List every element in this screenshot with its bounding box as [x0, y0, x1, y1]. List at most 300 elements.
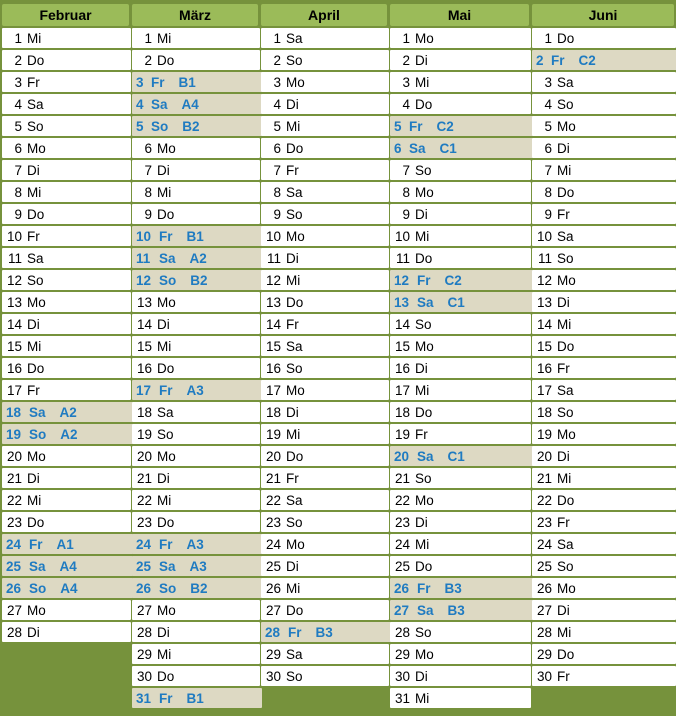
day-cell — [532, 358, 676, 378]
weekday-label: Fr — [551, 52, 565, 68]
weekday-label: Sa — [159, 558, 176, 574]
weekday-label: Fr — [286, 162, 299, 178]
weekday-label: Mi — [286, 426, 301, 442]
day-number: 23 — [6, 514, 22, 530]
day-cell — [132, 182, 260, 202]
weekday-label: Mi — [557, 162, 572, 178]
day-cell — [132, 446, 260, 466]
day-cell — [132, 490, 260, 510]
day-cell — [390, 314, 531, 334]
day-cell — [132, 358, 260, 378]
day-cell — [532, 72, 676, 92]
day-cell — [2, 600, 131, 620]
day-cell — [132, 138, 260, 158]
day-number: 21 — [6, 470, 22, 486]
holiday-code: C1 — [447, 294, 465, 310]
day-cell — [532, 226, 676, 246]
weekday-label: So — [29, 580, 47, 596]
weekday-label: Mo — [157, 448, 176, 464]
day-cell — [532, 204, 676, 224]
holiday-code: A2 — [60, 426, 78, 442]
day-number: 5 — [273, 118, 281, 134]
day-number: 16 — [265, 360, 281, 376]
day-cell — [390, 28, 531, 48]
day-cell — [261, 270, 389, 290]
day-number: 18 — [265, 404, 281, 420]
weekday-label: Mi — [27, 30, 42, 46]
day-cell — [532, 138, 676, 158]
holiday-day-cell — [2, 424, 133, 444]
day-number: 25 — [6, 558, 22, 574]
weekday-label: Mi — [27, 338, 42, 354]
weekday-label: Do — [27, 514, 45, 530]
day-cell — [390, 688, 531, 708]
day-cell — [261, 226, 389, 246]
day-cell — [390, 556, 531, 576]
day-cell — [132, 292, 260, 312]
weekday-label: Do — [557, 338, 575, 354]
weekday-label: Mi — [557, 624, 572, 640]
day-cell — [532, 292, 676, 312]
holiday-code: B1 — [186, 228, 204, 244]
day-number: 24 — [394, 536, 410, 552]
weekday-label: Sa — [151, 96, 168, 112]
day-cell — [532, 270, 676, 290]
weekday-label: Sa — [286, 646, 303, 662]
weekday-label: Do — [557, 30, 575, 46]
day-cell — [261, 138, 389, 158]
weekday-label: Do — [157, 360, 175, 376]
month-header: Februar — [2, 4, 129, 26]
weekday-label: Do — [415, 96, 433, 112]
day-number: 7 — [544, 162, 552, 178]
weekday-label: Mi — [286, 118, 301, 134]
weekday-label: Mo — [27, 602, 46, 618]
weekday-label: Sa — [286, 30, 303, 46]
day-number: 26 — [136, 580, 152, 596]
day-cell — [2, 380, 131, 400]
weekday-label: Mo — [286, 228, 305, 244]
day-cell — [132, 424, 260, 444]
day-cell — [390, 94, 531, 114]
day-number: 14 — [536, 316, 552, 332]
day-cell — [132, 600, 260, 620]
day-number: 13 — [6, 294, 22, 310]
day-number: 9 — [544, 206, 552, 222]
weekday-label: Di — [415, 668, 428, 684]
holiday-code: C2 — [436, 118, 454, 134]
day-cell — [132, 204, 260, 224]
weekday-label: Fr — [159, 536, 173, 552]
holiday-day-cell — [132, 380, 262, 400]
weekday-label: Do — [286, 602, 304, 618]
weekday-label: Mi — [27, 492, 42, 508]
weekday-label: Mo — [415, 184, 434, 200]
day-number: 12 — [6, 272, 22, 288]
day-cell — [132, 666, 260, 686]
day-number: 15 — [394, 338, 410, 354]
day-cell — [532, 490, 676, 510]
weekday-label: Do — [157, 668, 175, 684]
weekday-label: So — [27, 272, 44, 288]
day-number: 16 — [136, 360, 152, 376]
day-number: 3 — [544, 74, 552, 90]
day-number: 11 — [395, 250, 410, 266]
holiday-day-cell — [132, 578, 262, 598]
day-number: 11 — [136, 250, 151, 266]
day-number: 29 — [136, 646, 152, 662]
weekday-label: So — [286, 360, 303, 376]
holiday-day-cell — [390, 578, 533, 598]
day-cell — [2, 314, 131, 334]
day-cell — [532, 424, 676, 444]
day-number: 19 — [136, 426, 152, 442]
day-cell — [390, 204, 531, 224]
day-number: 8 — [402, 184, 410, 200]
holiday-day-cell — [2, 534, 133, 554]
day-number: 28 — [136, 624, 152, 640]
day-number: 5 — [136, 118, 144, 134]
day-number: 6 — [273, 140, 281, 156]
day-cell — [261, 666, 389, 686]
holiday-code: B2 — [190, 580, 208, 596]
month-column-4 — [390, 0, 529, 716]
day-number: 20 — [6, 448, 22, 464]
weekday-label: Sa — [29, 558, 46, 574]
day-number: 9 — [144, 206, 152, 222]
day-cell — [2, 468, 131, 488]
month-column-1 — [2, 0, 129, 716]
weekday-label: Fr — [29, 536, 43, 552]
holiday-code: C1 — [447, 448, 465, 464]
day-cell — [390, 402, 531, 422]
weekday-label: Di — [27, 624, 40, 640]
day-number: 2 — [536, 52, 544, 68]
day-cell — [2, 292, 131, 312]
weekday-label: Mi — [415, 74, 430, 90]
weekday-label: Fr — [27, 228, 40, 244]
day-cell — [532, 534, 676, 554]
holiday-day-cell — [390, 138, 533, 158]
day-cell — [2, 160, 131, 180]
weekday-label: Sa — [409, 140, 426, 156]
day-cell — [261, 160, 389, 180]
day-number: 22 — [394, 492, 410, 508]
weekday-label: Mo — [557, 272, 576, 288]
day-cell — [132, 468, 260, 488]
holiday-day-cell — [132, 248, 262, 268]
weekday-label: Sa — [159, 250, 176, 266]
weekday-label: Di — [557, 448, 570, 464]
day-cell — [532, 380, 676, 400]
day-cell — [261, 402, 389, 422]
day-number: 14 — [6, 316, 22, 332]
day-cell — [261, 556, 389, 576]
weekday-label: Fr — [286, 316, 299, 332]
day-cell — [261, 424, 389, 444]
weekday-label: Mo — [286, 382, 305, 398]
day-number: 28 — [536, 624, 552, 640]
weekday-label: Mi — [286, 272, 301, 288]
weekday-label: Do — [157, 206, 175, 222]
day-cell — [532, 160, 676, 180]
day-cell — [390, 622, 531, 642]
day-cell — [2, 490, 131, 510]
day-cell — [532, 314, 676, 334]
day-cell — [132, 160, 260, 180]
day-number: 25 — [265, 558, 281, 574]
weekday-label: So — [286, 514, 303, 530]
weekday-label: Mi — [157, 338, 172, 354]
weekday-label: Mo — [286, 536, 305, 552]
weekday-label: Di — [157, 162, 170, 178]
day-cell — [2, 182, 131, 202]
weekday-label: Sa — [557, 536, 574, 552]
day-number: 21 — [265, 470, 281, 486]
day-number: 23 — [136, 514, 152, 530]
weekday-label: Do — [286, 140, 304, 156]
day-cell — [261, 248, 389, 268]
weekday-label: Do — [27, 206, 45, 222]
day-number: 10 — [394, 228, 410, 244]
weekday-label: Mi — [27, 184, 42, 200]
weekday-label: So — [415, 624, 432, 640]
day-number: 15 — [536, 338, 552, 354]
weekday-label: Fr — [409, 118, 423, 134]
day-number: 27 — [394, 602, 410, 618]
weekday-label: Mi — [415, 228, 430, 244]
weekday-label: Di — [157, 316, 170, 332]
day-number: 26 — [394, 580, 410, 596]
day-number: 27 — [536, 602, 552, 618]
day-cell — [132, 28, 260, 48]
holiday-day-cell — [2, 402, 133, 422]
day-number: 17 — [136, 382, 152, 398]
weekday-label: Do — [286, 448, 304, 464]
weekday-label: Do — [415, 250, 433, 266]
day-number: 26 — [6, 580, 22, 596]
holiday-day-cell — [132, 94, 262, 114]
month-header: April — [261, 4, 387, 26]
day-cell — [132, 622, 260, 642]
day-cell — [261, 116, 389, 136]
day-number: 24 — [136, 536, 152, 552]
weekday-label: Sa — [557, 382, 574, 398]
day-cell — [390, 50, 531, 70]
holiday-day-cell — [132, 688, 262, 708]
day-number: 1 — [544, 30, 552, 46]
day-number: 8 — [544, 184, 552, 200]
weekday-label: Di — [286, 96, 299, 112]
holiday-day-cell — [390, 600, 533, 620]
day-number: 20 — [394, 448, 410, 464]
day-number: 31 — [136, 690, 152, 706]
weekday-label: Mo — [27, 294, 46, 310]
weekday-label: Fr — [159, 382, 173, 398]
day-cell — [532, 556, 676, 576]
weekday-label: Fr — [557, 360, 570, 376]
day-number: 16 — [394, 360, 410, 376]
day-number: 23 — [394, 514, 410, 530]
day-number: 13 — [265, 294, 281, 310]
day-cell — [532, 182, 676, 202]
day-number: 27 — [6, 602, 22, 618]
weekday-label: Fr — [286, 470, 299, 486]
weekday-label: Sa — [417, 448, 434, 464]
day-number: 8 — [273, 184, 281, 200]
weekday-label: Mi — [157, 30, 172, 46]
day-cell — [261, 72, 389, 92]
day-number: 7 — [273, 162, 281, 178]
day-number: 7 — [402, 162, 410, 178]
day-number: 5 — [14, 118, 22, 134]
day-number: 6 — [14, 140, 22, 156]
holiday-code: B3 — [444, 580, 462, 596]
weekday-label: Mo — [27, 140, 46, 156]
holiday-day-cell — [132, 72, 262, 92]
day-cell — [390, 248, 531, 268]
holiday-code: A2 — [59, 404, 77, 420]
day-number: 20 — [265, 448, 281, 464]
weekday-label: Di — [415, 206, 428, 222]
holiday-day-cell — [390, 446, 533, 466]
weekday-label: Mo — [415, 338, 434, 354]
weekday-label: So — [557, 404, 574, 420]
day-number: 4 — [136, 96, 144, 112]
weekday-label: Mo — [415, 30, 434, 46]
day-cell — [132, 512, 260, 532]
day-number: 4 — [544, 96, 552, 112]
weekday-label: Mi — [157, 646, 172, 662]
weekday-label: Mi — [157, 184, 172, 200]
holiday-day-cell — [132, 270, 262, 290]
weekday-label: Do — [157, 514, 175, 530]
weekday-label: Di — [286, 558, 299, 574]
weekday-label: Do — [557, 184, 575, 200]
day-number: 18 — [394, 404, 410, 420]
day-cell — [2, 358, 131, 378]
day-number: 10 — [265, 228, 281, 244]
day-number: 19 — [394, 426, 410, 442]
day-number: 10 — [136, 228, 152, 244]
weekday-label: So — [415, 470, 432, 486]
holiday-code: A4 — [60, 580, 78, 596]
day-cell — [390, 358, 531, 378]
day-number: 22 — [536, 492, 552, 508]
day-number: 1 — [144, 30, 152, 46]
day-number: 16 — [6, 360, 22, 376]
day-number: 15 — [136, 338, 152, 354]
weekday-label: Di — [286, 250, 299, 266]
weekday-label: Fr — [27, 74, 40, 90]
day-number: 2 — [14, 52, 22, 68]
day-number: 29 — [394, 646, 410, 662]
weekday-label: Mo — [557, 118, 576, 134]
day-number: 14 — [394, 316, 410, 332]
day-number: 1 — [273, 30, 281, 46]
holiday-code: B1 — [186, 690, 204, 706]
holiday-day-cell — [132, 116, 262, 136]
day-cell — [390, 512, 531, 532]
weekday-label: Do — [27, 360, 45, 376]
day-number: 24 — [265, 536, 281, 552]
day-number: 7 — [144, 162, 152, 178]
day-number: 22 — [136, 492, 152, 508]
day-number: 5 — [544, 118, 552, 134]
day-cell — [132, 50, 260, 70]
day-cell — [2, 336, 131, 356]
day-number: 6 — [144, 140, 152, 156]
day-number: 15 — [6, 338, 22, 354]
day-cell — [532, 468, 676, 488]
month-header: Mai — [390, 4, 529, 26]
day-cell — [261, 50, 389, 70]
weekday-label: Mi — [557, 316, 572, 332]
day-cell — [2, 226, 131, 246]
weekday-label: Sa — [27, 250, 44, 266]
day-number: 28 — [265, 624, 281, 640]
holiday-code: A3 — [186, 382, 204, 398]
weekday-label: Do — [557, 492, 575, 508]
weekday-label: Mi — [557, 470, 572, 486]
day-cell — [261, 336, 389, 356]
day-number: 21 — [394, 470, 410, 486]
day-cell — [532, 248, 676, 268]
day-cell — [2, 94, 131, 114]
day-cell — [132, 336, 260, 356]
day-cell — [261, 358, 389, 378]
month-column-3 — [261, 0, 387, 716]
day-cell — [390, 666, 531, 686]
weekday-label: Sa — [286, 492, 303, 508]
day-cell — [261, 490, 389, 510]
weekday-label: Di — [157, 470, 170, 486]
holiday-code: B3 — [447, 602, 465, 618]
weekday-label: Mo — [557, 426, 576, 442]
holiday-day-cell — [132, 534, 262, 554]
day-number: 10 — [536, 228, 552, 244]
day-number: 8 — [14, 184, 22, 200]
day-cell — [2, 446, 131, 466]
day-cell — [390, 226, 531, 246]
day-number: 13 — [394, 294, 410, 310]
day-number: 11 — [266, 250, 281, 266]
day-cell — [532, 402, 676, 422]
day-number: 4 — [273, 96, 281, 112]
weekday-label: Mi — [415, 690, 430, 706]
day-number: 8 — [144, 184, 152, 200]
day-number: 30 — [394, 668, 410, 684]
day-number: 2 — [273, 52, 281, 68]
weekday-label: Di — [415, 52, 428, 68]
weekday-label: So — [159, 272, 177, 288]
day-cell — [390, 160, 531, 180]
day-number: 7 — [14, 162, 22, 178]
weekday-label: Sa — [29, 404, 46, 420]
day-cell — [2, 204, 131, 224]
day-number: 21 — [536, 470, 552, 486]
weekday-label: Sa — [286, 184, 303, 200]
day-number: 18 — [536, 404, 552, 420]
day-cell — [390, 72, 531, 92]
weekday-label: Fr — [415, 426, 428, 442]
weekday-label: Do — [27, 52, 45, 68]
weekday-label: Mo — [157, 140, 176, 156]
day-number: 13 — [536, 294, 552, 310]
day-number: 22 — [265, 492, 281, 508]
day-cell — [2, 248, 131, 268]
weekday-label: Sa — [557, 228, 574, 244]
